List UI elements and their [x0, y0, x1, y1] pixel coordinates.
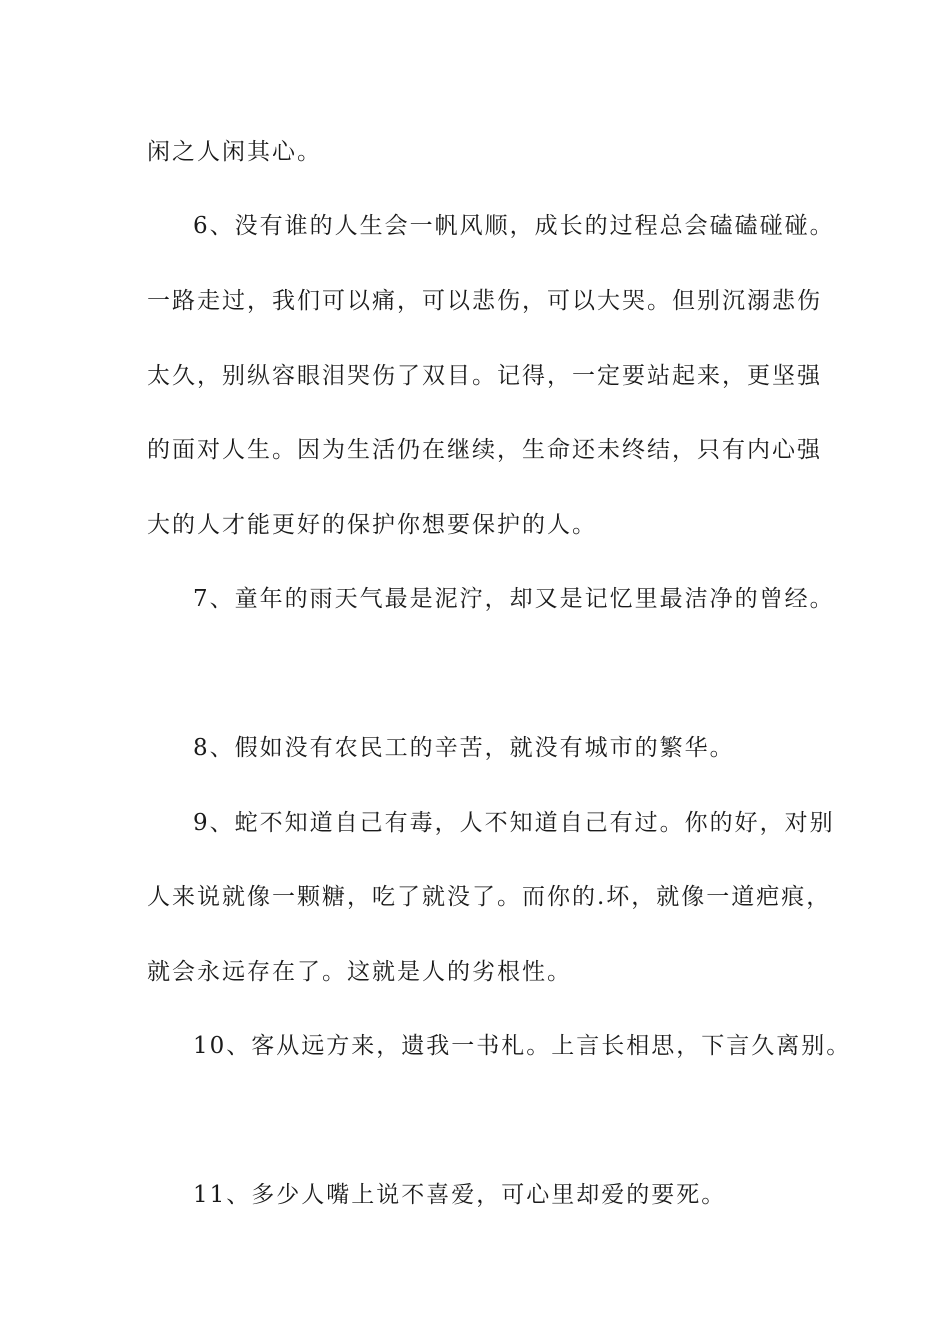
- text-line: 6、没有谁的人生会一帆风顺，成长的过程总会磕磕碰碰。: [193, 213, 835, 239]
- text-line: 7、童年的雨天气最是泥泞，却又是记忆里最洁净的曾经。: [193, 586, 835, 612]
- text-line: 10、客从远方来，遗我一书札。上言长相思，下言久离别。: [193, 1033, 852, 1059]
- text-line: 大的人才能更好的保护你想要保护的人。: [147, 512, 597, 538]
- text-line: 8、假如没有农民工的辛苦，就没有城市的繁华。: [193, 735, 735, 761]
- text-line: 11、多少人嘴上说不喜爱，可心里却爱的要死。: [193, 1182, 727, 1208]
- text-line: 的面对人生。因为生活仍在继续，生命还未终结，只有内心强: [147, 437, 822, 463]
- text-line: 就会永远存在了。这就是人的劣根性。: [147, 959, 572, 985]
- text-line: 闲之人闲其心。: [147, 139, 322, 165]
- text-line: 9、蛇不知道自己有毒，人不知道自己有过。你的好，对别: [193, 810, 835, 836]
- text-line: 一路走过，我们可以痛，可以悲伤，可以大哭。但别沉溺悲伤: [147, 288, 822, 314]
- text-line: 太久，别纵容眼泪哭伤了双目。记得，一定要站起来，更坚强: [147, 363, 822, 389]
- text-line: 人来说就像一颗糖，吃了就没了。而你的.坏，就像一道疤痕，: [147, 884, 832, 910]
